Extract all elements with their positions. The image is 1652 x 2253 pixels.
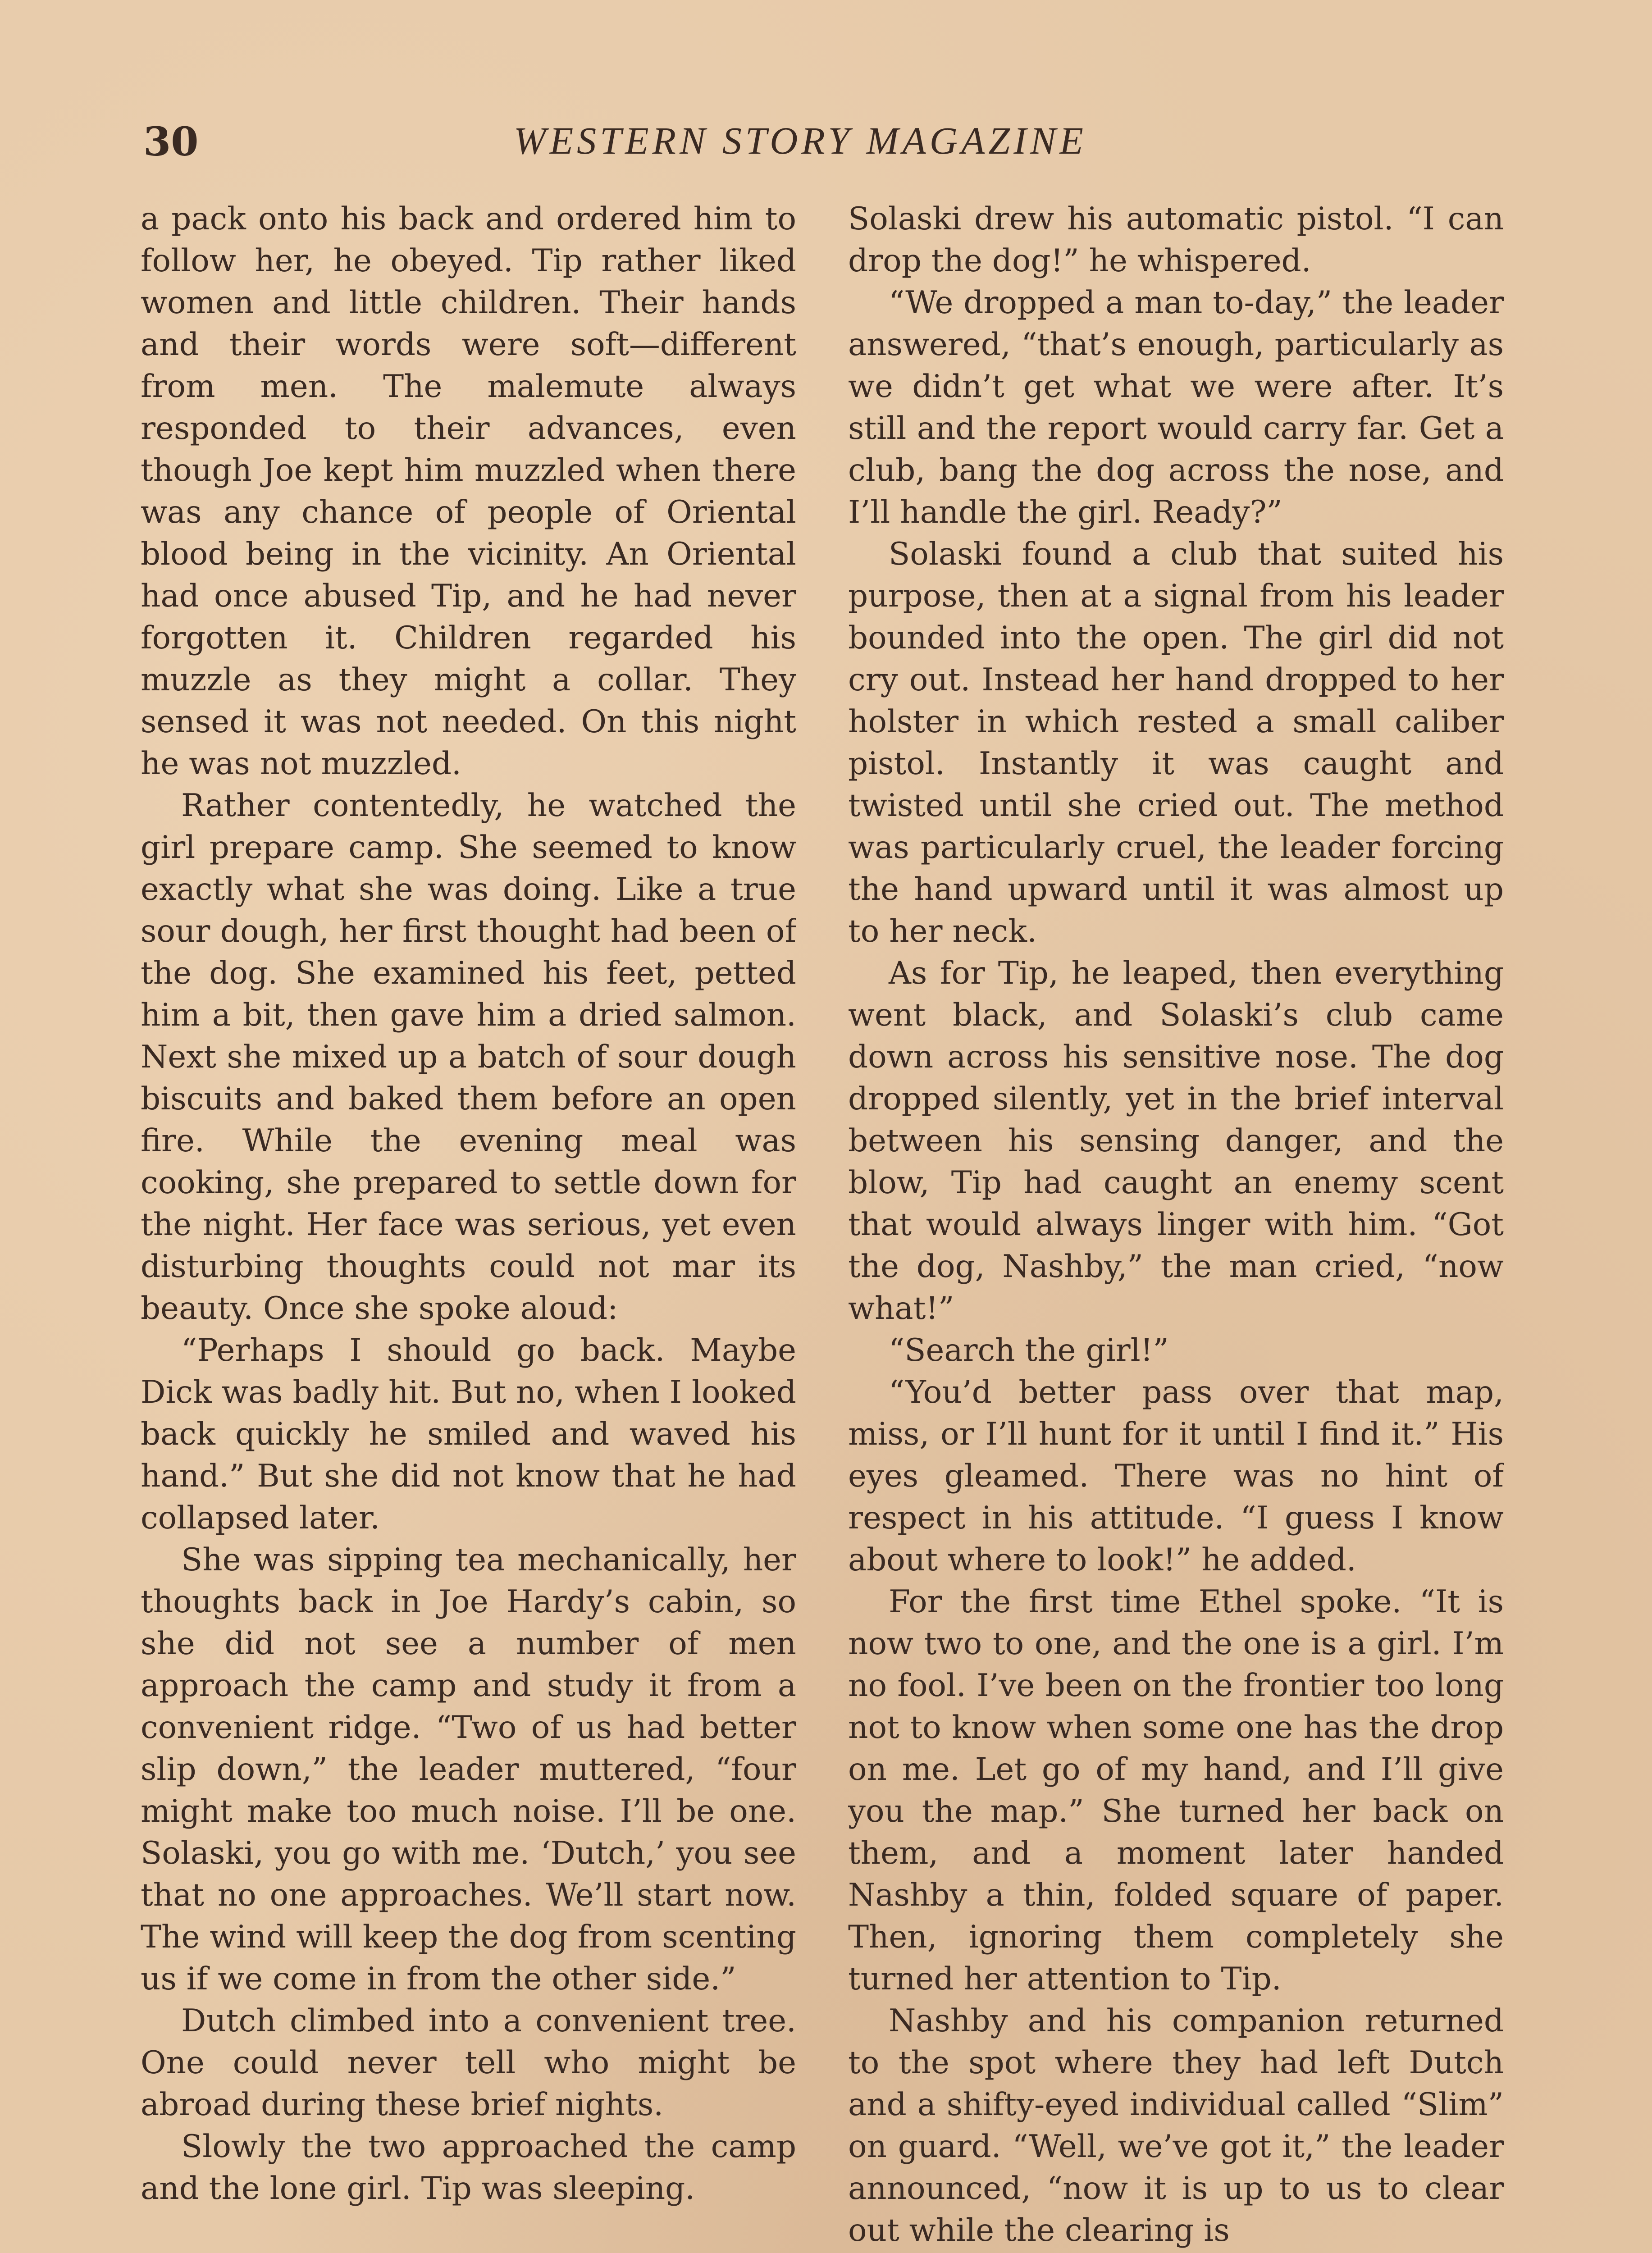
- paragraph: “Perhaps I should go back. Maybe Dick was badly hit. But no, when I looked back quickly he smiled and waved his hand.” But she did not know that he had collapsed later.: [141, 1332, 796, 1536]
- page-number: 30: [143, 118, 199, 165]
- magazine-title: WESTERN STORY MAGAZINE: [514, 119, 1087, 162]
- paragraph: Solaski found a club that suited his purpose, then at a signal from his leader bounded into the open. The girl did not cry out. Instead her hand dropped to her holster in which rested a small caliber pistol. Instantly it was caught and twisted until she cried out. The method was particularly cruel, the leader forcing the hand upward until it was almost up to her neck.: [848, 536, 1504, 949]
- paragraph: Slowly the two approached the camp and the lone girl. Tip was sleeping.: [141, 2129, 796, 2207]
- paragraph: a pack onto his back and ordered him to follow her, he obeyed. Tip rather liked women and little children. Their hands and their words were soft—different from men. The malemute always responded to their advances, even though Joe kept him muzzled when there was any chance of people of Oriental blood being in the vicinity. An Oriental had once abused Tip, and he had never forgotten it. Children regarded his muzzle as they might a collar. They sensed it was not needed. On this night he was not muzzled.: [141, 201, 796, 782]
- paragraph: Nashby and his companion returned to the spot where they had left Dutch and a shifty-eyed individual called “Slim” on guard. “Well, we’ve got it,” the leader announced, “now it is up to us to clear out while the clearing is: [848, 2003, 1504, 2248]
- paragraph: For the first time Ethel spoke. “It is now two to one, and the one is a girl. I’m no fool. I’ve been on the frontier too long not to know when some one has the drop on me. Let go of my hand, and I’ll give you the map.” She turned her back on them, and a moment later handed Nashby a thin, folded square of paper. Then, ignoring them completely she turned her attention to Tip.: [848, 1584, 1504, 1997]
- paragraph: Solaski drew his automatic pistol. “I can drop the dog!” he whispered.: [848, 201, 1504, 279]
- paragraph: As for Tip, he leaped, then everything went black, and Solaski’s club came down across his sensitive nose. The dog dropped silently, yet in the brief interval between his sensing danger, and the blow, Tip had caught an enemy scent that would always linger with him. “Got the dog, Nashby,” the man cried, “now what!”: [848, 955, 1504, 1327]
- paragraph: Dutch climbed into a convenient tree. One could never tell who might be abroad during these brief nights.: [141, 2003, 796, 2123]
- paragraph: “You’d better pass over that map, miss, or I’ll hunt for it until I find it.” His eyes gleamed. There was no hint of respect in his attitude. “I guess I know about where to look!” he added.: [848, 1374, 1504, 1578]
- right-column: [848, 198, 1504, 2253]
- left-column: [141, 198, 796, 2253]
- paragraph: Rather contentedly, he watched the girl prepare camp. She seemed to know exactly what she was doing. Like a true sour dough, her first thought had been of the dog. She examined his feet, petted him a bit, then gave him a dried salmon. Next she mixed up a batch of sour dough biscuits and baked them before an open fire. While the evening meal was cooking, she prepared to settle down for the night. Her face was serious, yet even disturbing thoughts could not mar its beauty. Once she spoke aloud:: [141, 788, 796, 1327]
- paragraph: She was sipping tea mechanically, her thoughts back in Joe Hardy’s cabin, so she did not see a number of men approach the camp and study it from a convenient ridge. “Two of us had better slip down,” the leader muttered, “four might make too much noise. I’ll be one. Solaski, you go with me. ‘Dutch,’ you see that no one approaches. We’ll start now. The wind will keep the dog from scenting us if we come in from the other side.”: [141, 1542, 796, 1997]
- paragraph: “We dropped a man to-day,” the leader answered, “that’s enough, particularly as we didn’t get what we were after. It’s still and the report would carry far. Get a club, bang the dog across the nose, and I’ll handle the girl. Ready?”: [848, 285, 1504, 530]
- paragraph: “Search the girl!”: [889, 1332, 1169, 1368]
